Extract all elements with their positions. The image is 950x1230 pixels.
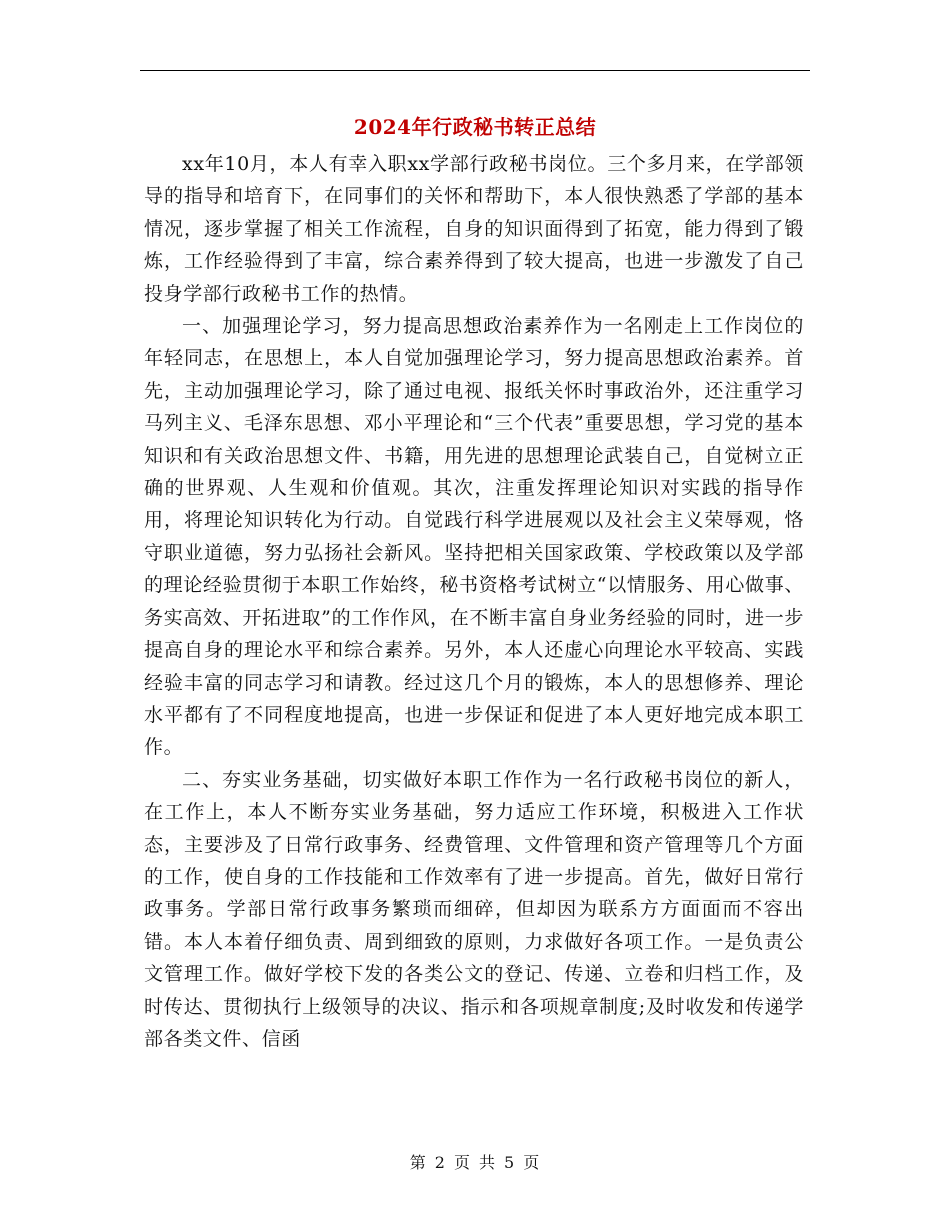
paragraph-business-foundation: 二、夯实业务基础，切实做好本职工作作为一名行政秘书岗位的新人，在工作上，本人不断夯实业务基础，努力适应工作环境，积极进入工作状态，主要涉及了日常行政事务、经费管理、文件管理和资产管理等几个方面的工作，使自身的工作技能和工作效率有了进一步提高。首先，做好日常行政事务。学部日常行政事务繁琐而细碎，但却因为联系方方面面而不容出错。本人本着仔细负责、周到细致的原则，力求做好各项工作。一是负责公文管理工作。做好学校下发的各类公文的登记、传递、立卷和归档工作，及时传达、贯彻执行上级领导的决议、指示和各项规章制度;及时收发和传递学部各类文件、信函 (144, 768, 804, 1050)
paragraph-theory-study: 一、加强理论学习，努力提高思想政治素养作为一名刚走上工作岗位的年轻同志，在思想上，本人自觉加强理论学习，努力提高思想政治素养。首先，主动加强理论学习，除了通过电视、报纸关怀时事政治外，还注重学习马列主义、毛泽东思想、邓小平理论和“三个代表”重要思想，学习党的基本知识和有关政治思想文件、书籍，用先进的思想理论武装自己，自觉树立正确的世界观、人生观和价值观。其次，注重发挥理论知识对实践的指导作用，将理论知识转化为行动。自觉践行科学进展观以及社会主义荣辱观，恪守职业道德，努力弘扬社会新风。坚持把相关国家政策、学校政策以及学部的理论经验贯彻于本职工作始终，秘书资格考试树立“以情服务、用心做事、务实高效、开拓进取”的工作作风，在不断丰富自身业务经验的同时，进一步提高自身的理论水平和综合素养。另外，本人还虚心向理论水平较高、实践经验丰富的同志学习和请教。经过这几个月的锻炼，本人的思想修养、理论水平都有了不同程度地提高，也进一步保证和促进了本人更好地完成本职工作。 (144, 315, 804, 759)
page-footer (0, 1152, 950, 1174)
document-title: 2024年行政秘书转正总结 (353, 115, 597, 139)
footer-total-pages: 5 (504, 1153, 516, 1172)
footer-prefix: 第 (409, 1153, 427, 1172)
header-rule (140, 70, 810, 71)
footer-total-suffix: 页 (523, 1153, 541, 1172)
footer-current-page: 2 (434, 1153, 446, 1172)
document-body (144, 148, 804, 1055)
footer-page-word: 页 (453, 1153, 471, 1172)
paragraph-intro: xx年10月，本人有幸入职xx学部行政秘书岗位。三个多月来，在学部领导的指导和培育下，在同事们的关怀和帮助下，本人很快熟悉了学部的基本情况，逐步掌握了相关工作流程，自身的知识面得到了拓宽，能力得到了锻炼，工作经验得到了丰富，综合素养得到了较大提高，也进一步激发了自己投身学部行政秘书工作的热情。 (144, 153, 804, 305)
footer-total-prefix: 共 (479, 1153, 497, 1172)
